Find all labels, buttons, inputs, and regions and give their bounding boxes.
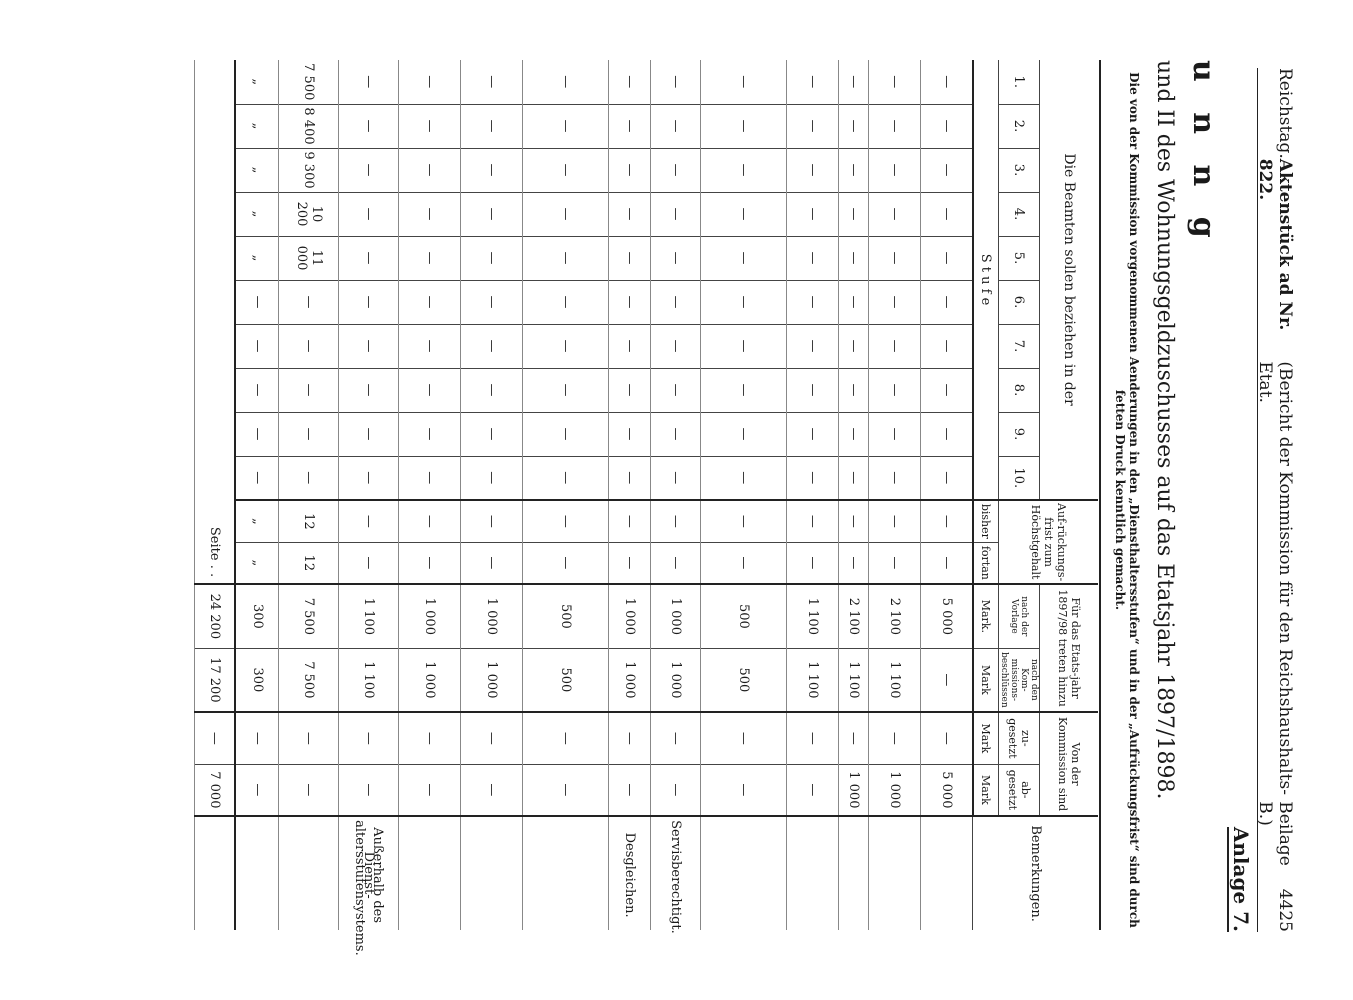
- table-row: [921, 60, 973, 930]
- stufe-cell: —: [869, 148, 921, 192]
- stufe-cell: —: [235, 412, 279, 456]
- stufe-cell: —: [339, 148, 399, 192]
- header-aufr-bisher: bisher: [973, 500, 999, 542]
- table-row: [339, 60, 399, 930]
- aufr-fortan-cell: —: [701, 542, 787, 584]
- etat-kommission-cell: 1 000: [609, 648, 651, 712]
- stufe-cell: —: [839, 236, 869, 280]
- table-row: [787, 60, 839, 930]
- stufe-9: 9.: [999, 412, 1040, 456]
- komm-zu-cell: —: [609, 712, 651, 764]
- header-unit-mark: Mark: [973, 648, 999, 712]
- stufe-2: 2.: [999, 104, 1040, 148]
- stufe-10: 10.: [999, 456, 1040, 500]
- stufe-cell: —: [399, 324, 461, 368]
- etat-vorlage-cell: 1 000: [399, 584, 461, 648]
- header-beamten-group: Die Beamten sollen beziehen in der: [1040, 60, 1099, 500]
- stufe-1: 1.: [999, 60, 1040, 104]
- stufe-cell: —: [339, 456, 399, 500]
- remark-cell: [787, 816, 839, 930]
- stufe-cell: —: [921, 456, 973, 500]
- stufe-cell: —: [839, 456, 869, 500]
- stufe-cell: —: [609, 324, 651, 368]
- stufe-cell: —: [523, 456, 609, 500]
- editorial-note: Die von der Kommission vorgenommenen Aenderungen in den „Diensthaltersstufen“ und in der „Aufrückungsfrist“ sind durch fetten Druck kenntlich gemacht.: [1113, 72, 1141, 928]
- aufr-fortan-cell: —: [651, 542, 701, 584]
- header-unit-mark: Mark.: [973, 584, 999, 648]
- etat-vorlage-cell: 1 100: [787, 584, 839, 648]
- aufr-bisher-cell: —: [921, 500, 973, 542]
- komm-zu-cell: —: [921, 712, 973, 764]
- aufr-bisher-cell: „: [235, 500, 279, 542]
- aufr-bisher-cell: —: [339, 500, 399, 542]
- table-row: [279, 60, 339, 930]
- etat-vorlage-cell: 1 000: [609, 584, 651, 648]
- komm-ab-cell: —: [651, 764, 701, 816]
- stufe-cell: —: [701, 412, 787, 456]
- remark-cell: [523, 816, 609, 930]
- aufr-fortan-cell: 12: [279, 542, 339, 584]
- stufe-cell: —: [921, 60, 973, 104]
- stufe-cell: —: [651, 148, 701, 192]
- etat-vorlage-cell: 7 500: [279, 584, 339, 648]
- table-top-rule: [1099, 60, 1101, 930]
- stufe-cell: —: [523, 236, 609, 280]
- stufe-cell: —: [399, 456, 461, 500]
- stufe-cell: —: [399, 236, 461, 280]
- stufe-cell: —: [869, 104, 921, 148]
- komm-ab-cell: —: [399, 764, 461, 816]
- stufe-cell: —: [461, 324, 523, 368]
- total-ab: 7 000: [195, 764, 235, 816]
- table-row: [523, 60, 609, 930]
- etat-kommission-cell: 1 100: [839, 648, 869, 712]
- aufr-fortan-cell: —: [399, 542, 461, 584]
- stufe-cell: —: [869, 456, 921, 500]
- komm-zu-cell: —: [399, 712, 461, 764]
- stufe-cell: —: [339, 412, 399, 456]
- stufe-cell: —: [921, 280, 973, 324]
- etat-kommission-cell: 1 100: [787, 648, 839, 712]
- header-rule: [1257, 68, 1258, 932]
- stufe-cell: —: [399, 60, 461, 104]
- stufe-cell: —: [609, 104, 651, 148]
- komm-zu-cell: —: [339, 712, 399, 764]
- komm-zu-cell: —: [651, 712, 701, 764]
- remark-cell: Außerhalb des Dienst-altersstufensystems.: [339, 816, 399, 930]
- etat-kommission-cell: 500: [701, 648, 787, 712]
- stufe-cell: —: [609, 192, 651, 236]
- header-aufr-fortan: fortan: [973, 542, 999, 584]
- stufe-cell: —: [701, 280, 787, 324]
- stufe-cell: —: [869, 324, 921, 368]
- remark-cell: [461, 816, 523, 930]
- stufe-cell: —: [869, 192, 921, 236]
- header-center: Aktenstück ad Nr. 822.: [1255, 158, 1295, 331]
- stufe-cell: —: [839, 412, 869, 456]
- stufe-cell: —: [787, 192, 839, 236]
- komm-zu-cell: —: [279, 712, 339, 764]
- aufr-fortan-cell: —: [461, 542, 523, 584]
- remark-cell: [235, 816, 279, 930]
- stufe-cell: —: [461, 60, 523, 104]
- aufr-fortan-cell: —: [787, 542, 839, 584]
- stufe-cell: —: [869, 280, 921, 324]
- total-row: [195, 60, 235, 930]
- stufe-7: 7.: [999, 324, 1040, 368]
- stufe-cell: —: [869, 60, 921, 104]
- etat-kommission-cell: 1 000: [651, 648, 701, 712]
- stufe-cell: —: [399, 192, 461, 236]
- remark-cell: [869, 816, 921, 930]
- stufe-cell: —: [651, 368, 701, 412]
- stufe-cell: —: [921, 324, 973, 368]
- komm-zu-cell: —: [461, 712, 523, 764]
- etat-kommission-cell: —: [921, 648, 973, 712]
- stufe-cell: —: [461, 368, 523, 412]
- total-remark-empty: [195, 816, 235, 930]
- stufe-cell: —: [279, 368, 339, 412]
- stufe-3: 3.: [999, 148, 1040, 192]
- stufe-cell: —: [609, 148, 651, 192]
- komm-zu-cell: —: [869, 712, 921, 764]
- etat-kommission-cell: 300: [235, 648, 279, 712]
- stufe-cell: —: [839, 324, 869, 368]
- stufe-cell: —: [523, 412, 609, 456]
- stufe-cell: —: [921, 236, 973, 280]
- stufe-cell: „: [235, 236, 279, 280]
- stufe-cell: —: [651, 192, 701, 236]
- komm-zu-cell: —: [235, 712, 279, 764]
- page-subtitle: und II des Wohnungsgeldzuschusses auf das Etatsjahr 1897/1898.: [1152, 60, 1177, 800]
- stufe-cell: —: [651, 412, 701, 456]
- stufe-cell: —: [609, 456, 651, 500]
- stufe-5: 5.: [999, 236, 1040, 280]
- stufe-cell: —: [787, 280, 839, 324]
- komm-zu-cell: —: [523, 712, 609, 764]
- stufe-cell: —: [399, 412, 461, 456]
- header-bericht: (Bericht der Kommission für den Reichshaushalts-Etat.: [1255, 361, 1295, 796]
- komm-ab-cell: 1 000: [839, 764, 869, 816]
- komm-zu-cell: —: [701, 712, 787, 764]
- stufe-cell: —: [787, 104, 839, 148]
- header-stufe-label: S t u f e: [973, 60, 999, 500]
- table-row: [701, 60, 787, 930]
- remark-cell: [701, 816, 787, 930]
- stufe-cell: —: [787, 456, 839, 500]
- total-zu: —: [195, 712, 235, 764]
- anlage-label: Anlage 7.: [1229, 826, 1253, 932]
- stufe-cell: 9 300: [279, 148, 339, 192]
- table-row: [461, 60, 523, 930]
- stufe-cell: —: [523, 104, 609, 148]
- aufr-fortan-cell: —: [523, 542, 609, 584]
- stufe-cell: —: [921, 192, 973, 236]
- header-beilage: Beilage B.): [1255, 801, 1295, 866]
- komm-ab-cell: —: [235, 764, 279, 816]
- stufe-cell: —: [651, 236, 701, 280]
- stufe-cell: —: [787, 412, 839, 456]
- wohnungsgeld-table: [195, 60, 1099, 956]
- stufe-cell: —: [869, 412, 921, 456]
- header-kommission-group: Von der Kommission sind: [1040, 712, 1099, 816]
- stufe-cell: —: [235, 324, 279, 368]
- aufr-bisher-cell: —: [523, 500, 609, 542]
- stufe-cell: —: [869, 236, 921, 280]
- komm-ab-cell: 1 000: [869, 764, 921, 816]
- stufe-cell: —: [701, 192, 787, 236]
- stufe-cell: —: [921, 412, 973, 456]
- aufr-fortan-cell: —: [839, 542, 869, 584]
- stufe-cell: —: [279, 324, 339, 368]
- stufe-cell: —: [921, 148, 973, 192]
- stufe-6: 6.: [999, 280, 1040, 324]
- komm-ab-cell: —: [339, 764, 399, 816]
- stufe-cell: —: [279, 412, 339, 456]
- stufe-cell: —: [339, 236, 399, 280]
- total-label: Seite . .: [195, 60, 235, 584]
- aufr-bisher-cell: —: [869, 500, 921, 542]
- stufe-cell: —: [701, 236, 787, 280]
- header-komm-zu: zu-gesetzt: [999, 712, 1040, 764]
- stufe-cell: —: [523, 60, 609, 104]
- komm-zu-cell: —: [787, 712, 839, 764]
- etat-vorlage-cell: 500: [701, 584, 787, 648]
- stufe-cell: „: [235, 60, 279, 104]
- stufe-cell: —: [461, 236, 523, 280]
- stufe-cell: —: [701, 60, 787, 104]
- table-row: [235, 60, 279, 930]
- stufe-cell: 10 200: [279, 192, 339, 236]
- aufr-bisher-cell: —: [609, 500, 651, 542]
- stufe-cell: —: [651, 324, 701, 368]
- stufe-cell: „: [235, 104, 279, 148]
- table-row: [609, 60, 651, 930]
- komm-ab-cell: 5 000: [921, 764, 973, 816]
- header-unit-mark: Mark: [973, 764, 999, 816]
- etat-kommission-cell: 1 100: [339, 648, 399, 712]
- stufe-4: 4.: [999, 192, 1040, 236]
- stufe-cell: „: [235, 148, 279, 192]
- stufe-cell: —: [921, 104, 973, 148]
- table-body: [195, 60, 973, 956]
- aufr-bisher-cell: —: [787, 500, 839, 542]
- remark-cell: [279, 816, 339, 930]
- remark-cell: [399, 816, 461, 930]
- komm-ab-cell: —: [609, 764, 651, 816]
- aufr-bisher-cell: —: [399, 500, 461, 542]
- stufe-cell: —: [701, 104, 787, 148]
- header-etat-group: Für das Etats-jahr 1897/98 treten hinzu: [1040, 584, 1099, 712]
- aufr-fortan-cell: —: [921, 542, 973, 584]
- stufe-cell: —: [839, 192, 869, 236]
- aufr-fortan-cell: —: [609, 542, 651, 584]
- etat-vorlage-cell: 500: [523, 584, 609, 648]
- etat-vorlage-cell: 2 100: [869, 584, 921, 648]
- stufe-cell: —: [339, 192, 399, 236]
- stufe-cell: —: [461, 412, 523, 456]
- komm-ab-cell: —: [523, 764, 609, 816]
- komm-ab-cell: —: [461, 764, 523, 816]
- aufr-bisher-cell: —: [651, 500, 701, 542]
- stufe-cell: —: [609, 60, 651, 104]
- aufr-bisher-cell: —: [839, 500, 869, 542]
- aufr-fortan-cell: „: [235, 542, 279, 584]
- stufe-cell: —: [339, 60, 399, 104]
- etat-kommission-cell: 1 000: [461, 648, 523, 712]
- header-etat-vorlage: nach der Vorlage: [999, 584, 1040, 648]
- stufe-cell: —: [339, 280, 399, 324]
- stufe-cell: —: [523, 368, 609, 412]
- stufe-cell: —: [839, 280, 869, 324]
- stufe-cell: —: [235, 280, 279, 324]
- etat-vorlage-cell: 5 000: [921, 584, 973, 648]
- stufe-cell: —: [839, 368, 869, 412]
- stufe-cell: —: [921, 368, 973, 412]
- stufe-cell: —: [523, 280, 609, 324]
- stufe-cell: —: [609, 368, 651, 412]
- stufe-cell: —: [651, 456, 701, 500]
- header-unit-mark: Mark: [973, 712, 999, 764]
- stufe-cell: —: [609, 236, 651, 280]
- stufe-cell: —: [787, 148, 839, 192]
- stufe-cell: —: [461, 280, 523, 324]
- remark-cell: [921, 816, 973, 930]
- stufe-cell: —: [701, 368, 787, 412]
- stufe-8: 8.: [999, 368, 1040, 412]
- stufe-cell: —: [787, 368, 839, 412]
- etat-kommission-cell: 1 100: [869, 648, 921, 712]
- etat-kommission-cell: 500: [523, 648, 609, 712]
- stufe-cell: —: [609, 280, 651, 324]
- stufe-cell: —: [701, 456, 787, 500]
- stufe-cell: —: [523, 192, 609, 236]
- stufe-cell: 11 000: [279, 236, 339, 280]
- stufe-cell: —: [523, 148, 609, 192]
- stufe-cell: —: [839, 60, 869, 104]
- stufe-cell: —: [651, 104, 701, 148]
- table-row: [651, 60, 701, 930]
- komm-zu-cell: —: [839, 712, 869, 764]
- stufe-cell: 8 400: [279, 104, 339, 148]
- aufr-fortan-cell: —: [339, 542, 399, 584]
- stufe-cell: —: [701, 324, 787, 368]
- total-kommission: 17 200: [195, 648, 235, 712]
- page-title: u n n g: [1186, 60, 1221, 248]
- stufe-cell: —: [461, 148, 523, 192]
- stufe-cell: 7 500: [279, 60, 339, 104]
- table-row: [839, 60, 869, 930]
- remark-cell: Desgleichen.: [609, 816, 651, 930]
- stufe-cell: —: [339, 104, 399, 148]
- stufe-cell: —: [651, 280, 701, 324]
- header-bemerkungen: Bemerkungen.: [973, 816, 1098, 930]
- header-komm-ab: ab-gesetzt: [999, 764, 1040, 816]
- header-page-number: 4425: [1275, 888, 1295, 932]
- stufe-cell: —: [651, 60, 701, 104]
- remark-cell: [839, 816, 869, 930]
- table-row: [399, 60, 461, 930]
- table-row: [869, 60, 921, 930]
- stufe-cell: —: [399, 280, 461, 324]
- header-left: Reichstag.: [1275, 68, 1295, 159]
- stufe-cell: —: [399, 148, 461, 192]
- stufe-cell: —: [399, 104, 461, 148]
- stufe-cell: —: [787, 236, 839, 280]
- komm-ab-cell: —: [787, 764, 839, 816]
- stufe-cell: —: [787, 60, 839, 104]
- etat-kommission-cell: 7 500: [279, 648, 339, 712]
- stufe-cell: —: [279, 456, 339, 500]
- aufr-fortan-cell: —: [869, 542, 921, 584]
- aufr-bisher-cell: —: [701, 500, 787, 542]
- stufe-cell: —: [461, 104, 523, 148]
- komm-ab-cell: —: [701, 764, 787, 816]
- stufe-cell: —: [339, 368, 399, 412]
- stufe-cell: —: [461, 192, 523, 236]
- komm-ab-cell: —: [279, 764, 339, 816]
- stufe-cell: —: [279, 280, 339, 324]
- stufe-cell: —: [339, 324, 399, 368]
- stufe-cell: —: [609, 412, 651, 456]
- stufe-cell: —: [701, 148, 787, 192]
- stufe-cell: —: [839, 104, 869, 148]
- stufe-cell: —: [235, 456, 279, 500]
- running-header: [1255, 68, 1295, 932]
- stufe-cell: —: [869, 368, 921, 412]
- etat-vorlage-cell: 2 100: [839, 584, 869, 648]
- etat-vorlage-cell: 300: [235, 584, 279, 648]
- etat-vorlage-cell: 1 000: [461, 584, 523, 648]
- etat-vorlage-cell: 1 100: [339, 584, 399, 648]
- header-etat-kommission: nach den Kom-missions-beschlüssen: [999, 648, 1040, 712]
- etat-kommission-cell: 1 000: [399, 648, 461, 712]
- stufe-cell: „: [235, 192, 279, 236]
- stufe-cell: —: [461, 456, 523, 500]
- stufe-cell: —: [399, 368, 461, 412]
- header-aufrueckung: Auf-rückungs-frist zum Höchstgehalt: [999, 500, 1099, 584]
- etat-vorlage-cell: 1 000: [651, 584, 701, 648]
- total-vorlage: 24 200: [195, 584, 235, 648]
- aufr-bisher-cell: 12: [279, 500, 339, 542]
- stufe-cell: —: [523, 324, 609, 368]
- stufe-cell: —: [787, 324, 839, 368]
- stufe-cell: —: [235, 368, 279, 412]
- stufe-cell: —: [839, 148, 869, 192]
- remark-cell: Servisberechtigt.: [651, 816, 701, 930]
- aufr-bisher-cell: —: [461, 500, 523, 542]
